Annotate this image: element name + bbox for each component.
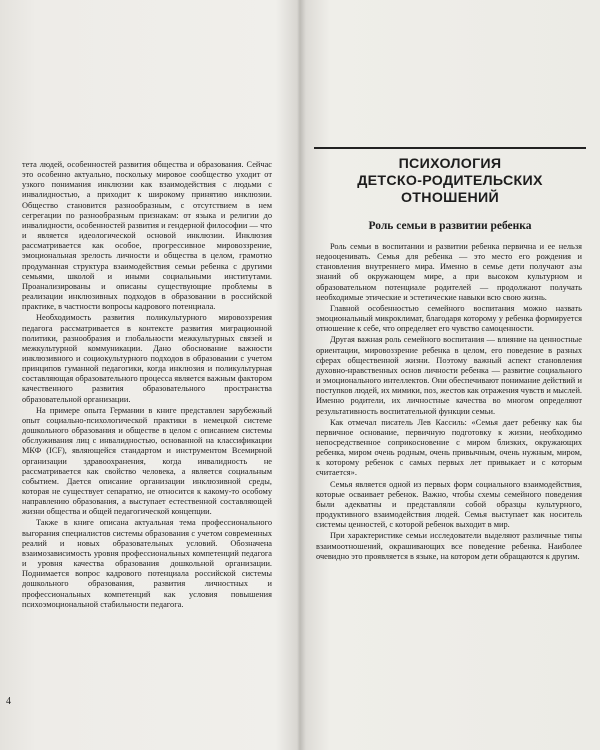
paragraph: На примере опыта Германии в книге представлен зарубежный опыт социально-психологической практики в немецкой системе дошкольного образования и обществе в целом с описанием системы обслуживания лиц с инвалидностью, основанной на классификации МКФ (ICF), являющейся стандартом и инструментом Всемирной организации здравоохранения, когда инвалидность не рассматривается как свойство человека, а является социальным событием. Дается описание организации инклюзивной среды, которая не существует сепаратно, не относится к какому-то особому направлению образования, а выступает естественной составляющей жизни общества и общей педагогической концепции. xyxy=(22,405,272,517)
paragraph: При характеристике семьи исследователи выделяют различные типы взаимоотношений, окрашивающих все поведение ребенка. Наиболее очевидно это проявляется в языке, на котором дети обращаются к другим. xyxy=(316,531,582,561)
paragraph: Необходимость развития поликультурного мировоззрения педагога рассматривается в контексте развития миграционной политики, разнообразия и глобальности межкультурных связей и межкультурной коммуникации. Дано обоснование важности инклюзивного и социокультурного подходов в образовании с учетом принципов гуманной педагогики, когда инклюзия и поликультурная составляющая образовательного процесса является важным фактором качественного развития образовательного пространства образовательной организации. xyxy=(22,313,273,404)
left-page xyxy=(0,0,298,750)
paragraph: Семья является одной из первых форм социального взаимодействия, которые осваивает ребенок. Важно, чтобы схемы семейного поведения были адекватны и представляли собой образцы культурного, продуктивного взаимодействия людей. Семья выступает как носитель системы ценностей, с которой ребенок выходит в мир. xyxy=(316,479,582,530)
paragraph: Роль семьи в воспитании и развитии ребенка первична и ее нельзя недооценивать. Семья для ребенка — это место его рождения и становления внутреннего мира. Именно в семье дети получают азы знаний об окружающем мире, а при высоком культурном и образовательном потенциале родителей — продолжают получать необходимые этические и эстетические навыки всю свою жизнь. xyxy=(316,242,582,302)
paragraph: Как отмечал писатель Лев Кассиль: «Семья дает ребенку как бы первичное основание, первичную подготовку к жизни, необходимо непосредственное соприкосновение с миром близких, окружающих ребенка, миром очень родным, очень привычным, очень нужным, миром, к которому ребенок с самых первых лет привыкает и с которым считается». xyxy=(316,417,582,478)
paragraph: Другая важная роль семейного воспитания — влияние на ценностные ориентации, мировоззрение ребенка в целом, его поведение в разных сферах общественной жизни. Поэтому важный аспект становления духовно-нравственных основ личности ребенка — развитие социального и эмоционального интеллектов. Они обеспечивают понимание действий и поступков людей, их мимики, поз, жестов как отражения чувств и мыслей. Именно родители, их личностные качества во многом определяют результативность воспитательной функции семьи. xyxy=(316,335,582,416)
paragraph: тета людей, особенностей развития общества и образования. Сейчас это особенно актуально, поскольку мировое сообщество уходит от узкого понимания инклюзии как взаимодействия с людьми с инвалидностью, а приходит к широкому принятию инклюзии. Общество становится разнообразным, с отсутствием в нем сегрегации по разнообразным признакам: от языка и религии до инвалидности, особенностей развития и гендерной философии — что и является идеологической основой инклюзии. Инклюзия рассматривается как особое, прогрессивное мировоззрение, эмоциональная зрелость личности и общества в целом, грамотно продуманная структура взаимодействия семьи ребенка с другими семьями, школой и иными социальными институтами. Проанализированы и описаны существующие проблемы в реализации инклюзивных подходов в образовании в российской практике, в частности вопросы кадрового потенциала. xyxy=(22,160,272,312)
section-title: Роль семьи в развитии ребенка xyxy=(368,220,532,232)
paragraph: Также в книге описана актуальная тема профессионального выгорания специалистов системы образования с учетом современных реалий и новых образовательных условий. Обозначена взаимозависимость уровня профессиональных компетенций педагога и уровня качества образования дошкольной организации. Поднимается вопрос кадрового потенциала российской системы дошкольного образования, развития личностных и профессиональных компетенций как условия повышения психоэмоциональной стабильности педагога. xyxy=(22,518,272,609)
chapter-title xyxy=(314,156,586,207)
chapter-title-line: ОТНОШЕНИЙ xyxy=(400,190,500,206)
paragraph: Главной особенностью семейного воспитания можно назвать эмоциональный микроклимат, благодаря которому у ребенка формируется отношение к себе, что определяет его чувство самоценности. xyxy=(316,303,582,334)
chapter-rule xyxy=(314,147,586,149)
page-number: 4 xyxy=(6,696,11,707)
chapter-title-line: ДЕТСКО-РОДИТЕЛЬСКИХ xyxy=(357,173,543,189)
right-page xyxy=(302,0,600,750)
left-page-text xyxy=(22,160,272,610)
right-page-text xyxy=(316,242,582,562)
chapter-title-line: ПСИХОЛОГИЯ xyxy=(398,156,502,172)
